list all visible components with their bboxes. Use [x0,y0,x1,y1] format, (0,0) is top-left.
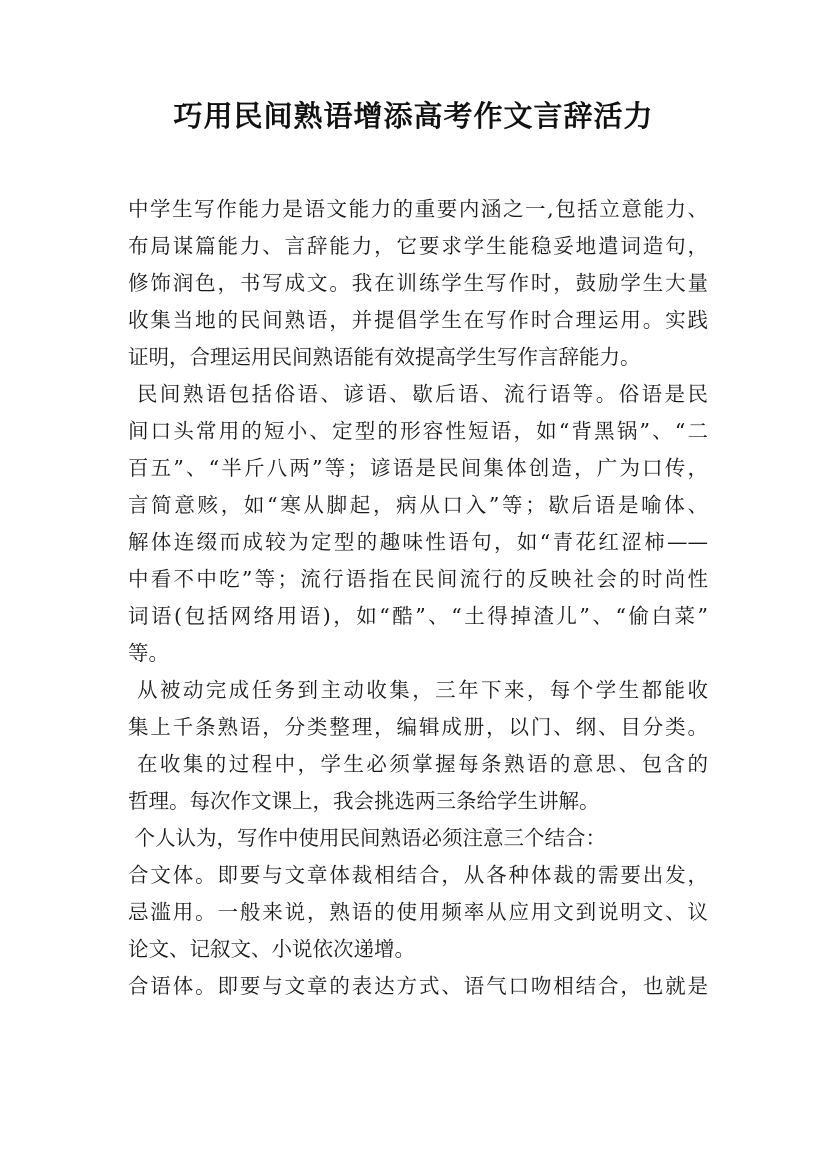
body-line: 词语(包括网络用语)，如“酷”、“土得掉渣儿”、“偷白菜” [128,604,708,628]
body-line: 解体连缀而成较为定型的趣味性语句，如“青花红涩柿—— [128,530,708,554]
body-line: 民间熟语包括俗语、谚语、歇后语、流行语等。俗语是民 [128,382,708,406]
body-line: 中学生写作能力是语文能力的重要内涵之一,包括立意能力、 [128,197,708,221]
body-line: 等。 [128,641,169,665]
body-line: 言简意赅，如“寒从脚起，病从口入”等；歇后语是喻体、 [128,493,708,517]
body-line: 百五”、“半斤八两”等；谚语是民间集体创造，广为口传， [128,456,708,480]
body-line: 从被动完成任务到主动收集，三年下来，每个学生都能收 [128,678,708,702]
body-line: 忌滥用。一般来说，熟语的使用频率从应用文到说明文、议 [128,900,708,924]
body-line: 修饰润色，书写成文。我在训练学生写作时，鼓励学生大量 [128,271,708,295]
document-title: 巧用民间熟语增添高考作文言辞活力 [173,99,654,133]
body-line: 论文、记叙文、小说依次递增。 [128,937,415,961]
body-line: 合语体。即要与文章的表达方式、语气口吻相结合，也就是 [128,974,708,998]
body-line: 间口头常用的短小、定型的形容性短语，如“背黑锅”、“二 [128,419,708,443]
body-line: 证明，合理运用民间熟语能有效提高学生写作言辞能力。 [128,345,641,369]
body-line: 合文体。即要与文章体裁相结合，从各种体裁的需要出发， [128,863,708,887]
body-line: 哲理。每次作文课上，我会挑选两三条给学生讲解。 [128,789,600,813]
body-line: 中看不中吃”等；流行语指在民间流行的反映社会的时尚性 [128,567,708,591]
body-line: 集上千条熟语，分类整理，编辑成册，以门、纲、目分类。 [128,715,708,739]
body-line: 布局谋篇能力、言辞能力，它要求学生能稳妥地遣词造句， [128,234,708,258]
body-line: 个人认为，写作中使用民间熟语必须注意三个结合： [128,826,607,850]
body-line: 收集当地的民间熟语，并提倡学生在写作时合理运用。实践 [128,308,708,332]
body-line: 在收集的过程中，学生必须掌握每条熟语的意思、包含的 [128,752,708,776]
